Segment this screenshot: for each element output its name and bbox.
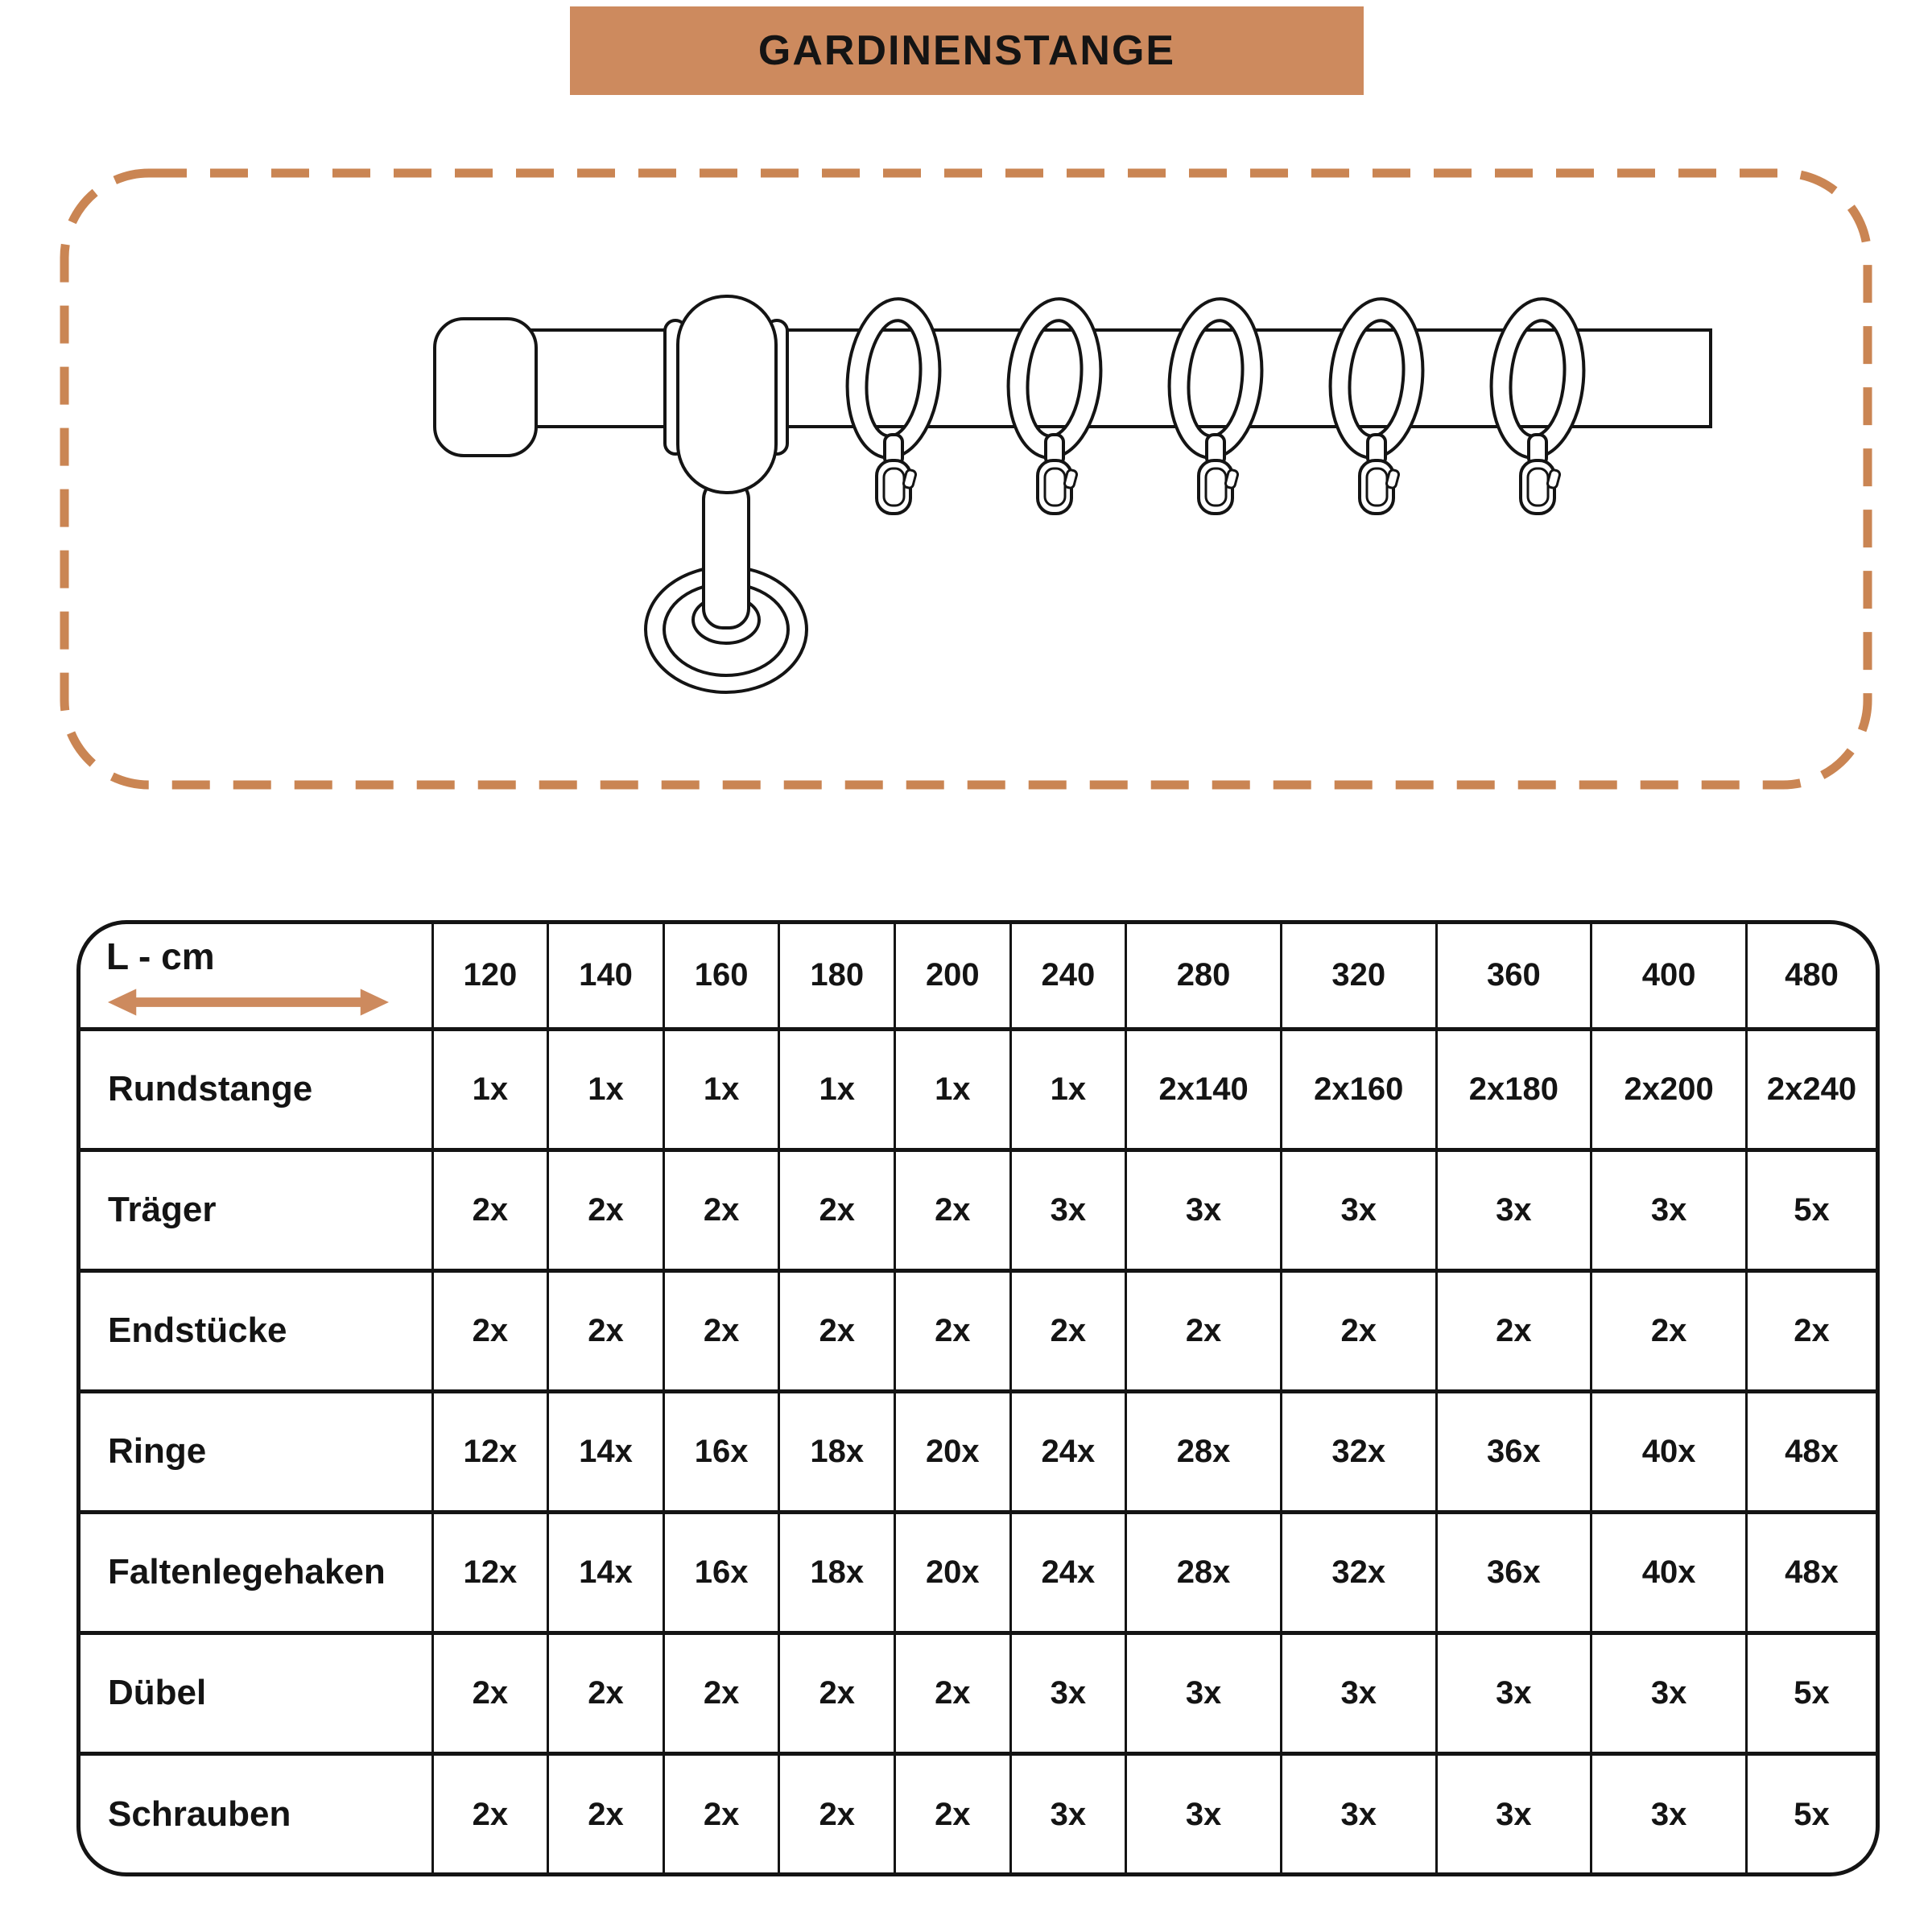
table-cell: 14x bbox=[548, 1512, 664, 1633]
table-cell: 2x bbox=[663, 1633, 779, 1753]
table-cell: 2x bbox=[895, 1150, 1011, 1270]
table-cell: 2x bbox=[1591, 1270, 1747, 1391]
column-header: 320 bbox=[1281, 924, 1436, 1029]
table-cell: 2x bbox=[663, 1270, 779, 1391]
table-cell: 32x bbox=[1281, 1391, 1436, 1512]
table-cell: 24x bbox=[1010, 1512, 1126, 1633]
table-cell: 2x240 bbox=[1746, 1029, 1876, 1150]
table-cell: 16x bbox=[663, 1512, 779, 1633]
row-label: Ringe bbox=[80, 1391, 432, 1512]
column-header: 200 bbox=[895, 924, 1011, 1029]
table-cell: 48x bbox=[1746, 1391, 1876, 1512]
table-cell: 1x bbox=[432, 1029, 548, 1150]
table-cell: 18x bbox=[779, 1391, 895, 1512]
length-header-label: L - cm bbox=[106, 935, 215, 977]
table-cell: 2x160 bbox=[1281, 1029, 1436, 1150]
end-cap bbox=[435, 319, 536, 456]
table-cell: 40x bbox=[1591, 1391, 1747, 1512]
table-cell: 3x bbox=[1436, 1753, 1591, 1874]
header-row bbox=[80, 924, 1876, 1029]
table-cell: 16x bbox=[663, 1391, 779, 1512]
table-row bbox=[80, 1512, 1876, 1633]
table-cell: 5x bbox=[1746, 1633, 1876, 1753]
table-cell: 1x bbox=[895, 1029, 1011, 1150]
length-arrow-icon bbox=[106, 988, 390, 1017]
row-label: Endstücke bbox=[80, 1270, 432, 1391]
table-cell: 2x bbox=[895, 1753, 1011, 1874]
table-cell: 2x bbox=[1010, 1270, 1126, 1391]
table-cell: 3x bbox=[1010, 1150, 1126, 1270]
table-cell: 3x bbox=[1281, 1753, 1436, 1874]
table-cell: 2x bbox=[548, 1633, 664, 1753]
row-label: Träger bbox=[80, 1150, 432, 1270]
table-cell: 2x bbox=[779, 1633, 895, 1753]
illustration-panel bbox=[0, 0, 1932, 869]
table-row bbox=[80, 1270, 1876, 1391]
column-header: 160 bbox=[663, 924, 779, 1029]
table-cell: 2x200 bbox=[1591, 1029, 1747, 1150]
column-header: 140 bbox=[548, 924, 664, 1029]
table-cell: 32x bbox=[1281, 1512, 1436, 1633]
table-cell: 2x bbox=[1126, 1270, 1282, 1391]
table-cell: 1x bbox=[779, 1029, 895, 1150]
table-cell: 2x bbox=[432, 1150, 548, 1270]
table-cell: 1x bbox=[548, 1029, 664, 1150]
table-cell: 2x bbox=[663, 1150, 779, 1270]
table-cell: 12x bbox=[432, 1512, 548, 1633]
table-cell: 14x bbox=[548, 1391, 664, 1512]
table-row bbox=[80, 1029, 1876, 1150]
table-cell: 3x bbox=[1281, 1633, 1436, 1753]
page-title: GARDINENSTANGE bbox=[758, 27, 1176, 74]
table-cell: 3x bbox=[1010, 1633, 1126, 1753]
table-cell: 3x bbox=[1126, 1633, 1282, 1753]
table-cell: 12x bbox=[432, 1391, 548, 1512]
table-row bbox=[80, 1391, 1876, 1512]
parts-table bbox=[76, 920, 1880, 1876]
table-cell: 20x bbox=[895, 1512, 1011, 1633]
table-cell: 2x bbox=[779, 1753, 895, 1874]
table-cell: 24x bbox=[1010, 1391, 1126, 1512]
row-label: Rundstange bbox=[80, 1029, 432, 1150]
column-header: 360 bbox=[1436, 924, 1591, 1029]
row-label: Schrauben bbox=[80, 1753, 432, 1874]
curtain-rod-drawing bbox=[435, 295, 1711, 692]
table-cell: 3x bbox=[1126, 1150, 1282, 1270]
table-cell: 5x bbox=[1746, 1753, 1876, 1874]
table-cell: 2x bbox=[548, 1150, 664, 1270]
table-cell: 2x bbox=[548, 1753, 664, 1874]
table-cell: 36x bbox=[1436, 1512, 1591, 1633]
bracket-stem bbox=[704, 480, 749, 628]
column-header: 400 bbox=[1591, 924, 1747, 1029]
column-header: 120 bbox=[432, 924, 548, 1029]
table-cell: 2x bbox=[663, 1753, 779, 1874]
table-cell: 2x bbox=[779, 1270, 895, 1391]
table-cell: 2x bbox=[1281, 1270, 1436, 1391]
table-cell: 2x bbox=[895, 1270, 1011, 1391]
row-label: Dübel bbox=[80, 1633, 432, 1753]
table-cell: 2x bbox=[895, 1633, 1011, 1753]
table-cell: 3x bbox=[1591, 1150, 1747, 1270]
table-cell: 18x bbox=[779, 1512, 895, 1633]
table-row bbox=[80, 1150, 1876, 1270]
table-row bbox=[80, 1633, 1876, 1753]
table-cell: 28x bbox=[1126, 1391, 1282, 1512]
table-cell: 2x180 bbox=[1436, 1029, 1591, 1150]
table-cell: 3x bbox=[1281, 1150, 1436, 1270]
table-cell: 1x bbox=[663, 1029, 779, 1150]
table-cell: 3x bbox=[1126, 1753, 1282, 1874]
table-cell: 20x bbox=[895, 1391, 1011, 1512]
table-cell: 2x bbox=[432, 1270, 548, 1391]
row-label: Faltenlegehaken bbox=[80, 1512, 432, 1633]
table-cell: 3x bbox=[1591, 1753, 1747, 1874]
table-cell: 2x bbox=[779, 1150, 895, 1270]
table-cell: 48x bbox=[1746, 1512, 1876, 1633]
table-cell: 2x bbox=[432, 1753, 548, 1874]
table-cell: 40x bbox=[1591, 1512, 1747, 1633]
column-header: 480 bbox=[1746, 924, 1876, 1029]
table-cell: 2x bbox=[1436, 1270, 1591, 1391]
table-cell: 5x bbox=[1746, 1150, 1876, 1270]
table-cell: 28x bbox=[1126, 1512, 1282, 1633]
table-cell: 2x bbox=[432, 1633, 548, 1753]
table-row bbox=[80, 1753, 1876, 1874]
column-header: 280 bbox=[1126, 924, 1282, 1029]
dashed-border bbox=[64, 173, 1868, 785]
table-cell: 2x140 bbox=[1126, 1029, 1282, 1150]
bracket-body bbox=[678, 296, 776, 493]
table-cell: 3x bbox=[1436, 1633, 1591, 1753]
table-cell: 1x bbox=[1010, 1029, 1126, 1150]
length-header-cell bbox=[80, 924, 432, 1029]
column-header: 180 bbox=[779, 924, 895, 1029]
table-cell: 2x bbox=[1746, 1270, 1876, 1391]
table-cell: 3x bbox=[1591, 1633, 1747, 1753]
table-cell: 2x bbox=[548, 1270, 664, 1391]
table-cell: 3x bbox=[1010, 1753, 1126, 1874]
table-cell: 36x bbox=[1436, 1391, 1591, 1512]
column-header: 240 bbox=[1010, 924, 1126, 1029]
table-cell: 3x bbox=[1436, 1150, 1591, 1270]
